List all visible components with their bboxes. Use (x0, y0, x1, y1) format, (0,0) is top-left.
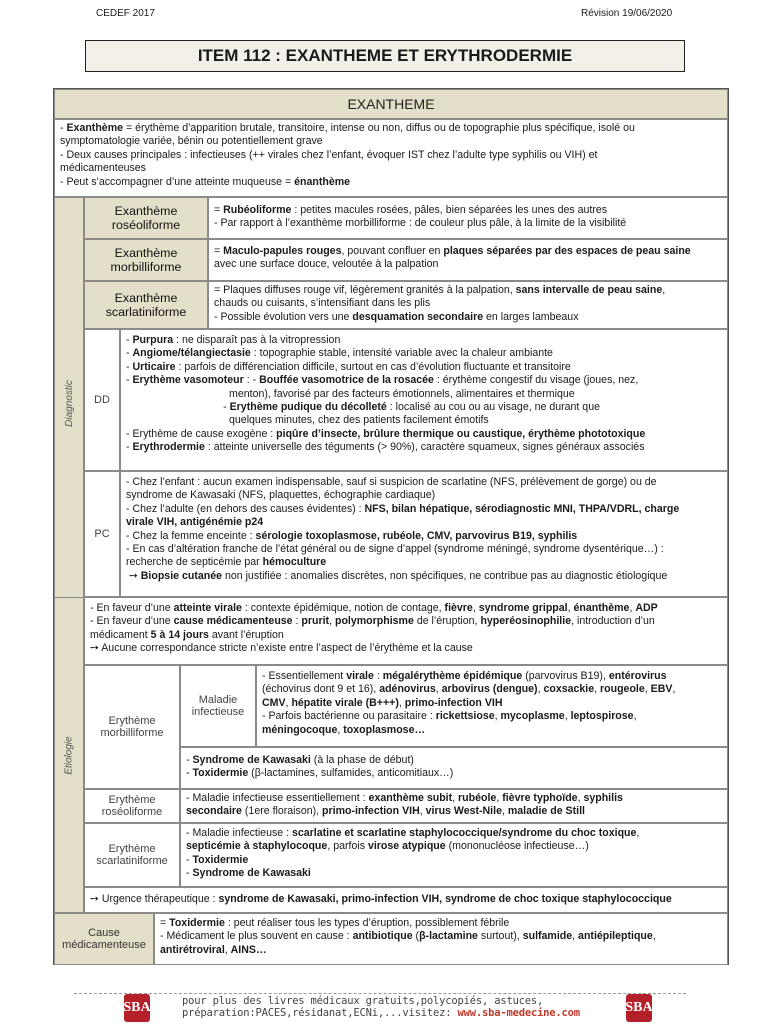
text-line: - Maladie infectieuse essentiellement : exanthème subit, rubéole, fièvre typhoïde, syphilis (186, 792, 623, 804)
text-line: - Peut s’accompagner d’une atteinte muqueuse = énanthème (60, 175, 351, 188)
es-label: Erythème scarlatiniforme (84, 823, 180, 887)
es-content (180, 823, 728, 887)
cause-med-label: Cause médicamenteuse (54, 913, 154, 965)
roseoliforme-label: Exanthème roséoliforme (84, 197, 208, 239)
text-line: - Erythème vasomoteur : - Bouffée vasomotrice de la rosacée : érythème congestif du visage (joues, nez, (126, 374, 639, 387)
sba-logo-right: SBA (626, 994, 652, 1022)
text-line: - Chez l’adulte (en dehors des causes évidentes) : NFS, bilan hépatique, sérodiagnostic MNI, THPA/VDRL, charge (126, 502, 680, 515)
text-line: ➙ Urgence thérapeutique : syndrome de Kawasaki, primo-infection VIH, syndrome de choc toxique staphylococcique (90, 893, 672, 905)
morbilliforme-label: Exanthème morbilliforme (84, 239, 208, 281)
dd-label: DD (84, 329, 120, 471)
er-label: Erythème roséoliforme (84, 789, 180, 823)
text-line: - Possible évolution vers une desquamation secondaire en larges lambeaux (214, 310, 579, 323)
text-line: CMV, hépatite virale (B+++), primo-infection VIH (262, 696, 503, 709)
morbilliforme-desc (208, 239, 728, 281)
text-line: syndrome de Kawasaki (NFS, plaquettes, échographie cardiaque) (126, 489, 436, 502)
text-line: virale VIH, antigénémie p24 (126, 516, 264, 529)
text-line: - Parfois bactérienne ou parasitaire : rickettsiose, mycoplasme, leptospirose, (262, 710, 637, 723)
text-line: médicamenteuses (60, 162, 146, 175)
text-line: médicament 5 à 14 jours avant l’éruption (90, 628, 284, 641)
text-line: menton), favorisé par des facteurs émotionnels, alimentaires et thermique (126, 387, 575, 400)
footer-line1: pour plus des livres médicaux gratuits,polycopiés, astuces, (182, 995, 544, 1007)
text-line: - Exanthème = érythème d’apparition brutale, transitoire, intense ou non, diffus ou de topographie plus spécifique, isolé ou (60, 122, 635, 134)
text-line: (échovirus dont 9 et 16), adénovirus, arbovirus (dengue), coxsackie, rougeole, EBV, (262, 683, 676, 696)
text-line: - Deux causes principales : infectieuses (++ virales chez l’enfant, évoquer IST chez l’adulte type syphilis ou VIH) et (60, 148, 598, 161)
text-line: méningocoque, toxoplasmose… (262, 723, 426, 736)
em-other (180, 747, 728, 789)
text-line: recherche de septicémie par hémoculture (126, 556, 327, 569)
text-line: ➙ Aucune correspondance stricte n’existe entre l’aspect de l’érythème et la cause (90, 642, 473, 655)
dd-content (120, 329, 728, 471)
text-line: - Angiome/télangiectasie : topographie stable, intensité variable avec la chaleur ambiante (126, 347, 553, 360)
text-line: chauds ou cuisants, s’intensifiant dans les plis (214, 297, 431, 310)
er-content (180, 789, 728, 823)
text-line: quelques minutes, chez des patients facilement émotifs (126, 414, 489, 427)
text-line: - Toxidermie (β-lactamines, sulfamides, anticomitiaux…) (186, 767, 454, 780)
etiologie-label: Etiologie (54, 597, 84, 913)
text-line: - En faveur d’une atteinte virale : contexte épidémique, notion de contage, fièvre, syndrome grippal, énanthème, ADP (90, 602, 658, 614)
urgence-row (84, 887, 728, 913)
text-line: - Toxidermie (186, 853, 249, 866)
text-line: - Erythrodermie : atteinte universelle des téguments (> 90%), caractère squameux, signes généraux associés (126, 441, 645, 454)
text-line: ➙ Biopsie cutanée non justifiée : anomalies discrètes, non spécifiques, ne contribue pas au diagnostic étiologique (126, 569, 668, 582)
section-header: EXANTHEME (54, 89, 728, 119)
text-line: - Essentiellement virale : mégalérythème épidémique (parvovirus B19), entérovirus (262, 670, 667, 682)
text-line: - Médicament le plus souvent en cause : antibiotique (β-lactamine surtout), sulfamide, antiépileptique, (160, 930, 656, 943)
scarlatiniforme-label: Exanthème scarlatiniforme (84, 281, 208, 329)
em-infectious (256, 665, 728, 747)
sba-logo-left: SBA (124, 994, 150, 1022)
text-line: = Maculo-papules rouges, pouvant confluer en plaques séparées par des espaces de peau saine (214, 245, 691, 257)
em-sub-label: Maladie infectieuse (180, 665, 256, 747)
text-line: septicémie à staphylocoque, parfois virose atypique (mononucléose infectieuse…) (186, 840, 589, 853)
intro-text (54, 119, 728, 197)
text-line: - Urticaire : parfois de différenciation difficile, surtout en cas d’évolution fluctuante et transitoire (126, 360, 571, 373)
exantheme-table (53, 88, 729, 965)
text-line: - Purpura : ne disparaît pas à la vitropression (126, 334, 341, 346)
em-label: Erythème morbilliforme (84, 665, 180, 789)
footer-link[interactable]: www.sba-medecine.com (457, 1007, 580, 1019)
text-line: - Erythème pudique du décolleté : localisé au cou ou au visage, ne durant que (126, 401, 600, 414)
pc-content (120, 471, 728, 597)
cause-med-content (154, 913, 728, 965)
header-right: Révision 19/06/2020 (581, 8, 673, 19)
footer-line2: préparation:PACES,résidanat,ECNi,...visitez: www.sba-medecine.com (182, 1007, 580, 1019)
diagnostic-label: Diagnostic (54, 197, 84, 609)
footer-divider (74, 993, 686, 994)
etiologie-intro (84, 597, 728, 665)
header-left: CEDEF 2017 (96, 8, 155, 19)
text-line: antirétroviral, AINS… (160, 943, 267, 956)
text-line: - Syndrome de Kawasaki (à la phase de début) (186, 754, 414, 766)
scarlatiniforme-desc (208, 281, 728, 329)
text-line: - Maladie infectieuse : scarlatine et scarlatine staphylococcique/syndrome du choc toxique, (186, 827, 640, 839)
text-line: = Plaques diffuses rouge vif, légèrement granités à la palpation, sans intervalle de peau saine, (214, 284, 666, 296)
text-line: - Chez l’enfant : aucun examen indispensable, sauf si suspicion de scarlatine (NFS, prélèvement de gorge) ou de (126, 476, 657, 488)
text-line: - Erythème de cause exogène : piqûre d’insecte, brûlure thermique ou caustique, érythème phototoxique (126, 427, 646, 440)
text-line: - Chez la femme enceinte : sérologie toxoplasmose, rubéole, CMV, parvovirus B19, syphilis (126, 529, 578, 542)
text-line: = Rubéoliforme : petites macules rosées, pâles, bien séparées les unes des autres (214, 204, 608, 216)
roseoliforme-desc (208, 197, 728, 239)
text-line: = Toxidermie : peut réaliser tous les types d’éruption, possiblement fébrile (160, 917, 510, 929)
text-line: avec une surface douce, veloutée à la palpation (214, 258, 439, 271)
page-title: ITEM 112 : EXANTHEME ET ERYTHRODERMIE (85, 40, 685, 72)
text-line: symptomatologie variée, bénin ou potentiellement grave (60, 135, 323, 148)
text-line: - Par rapport à l’exanthème morbilliforme : de couleur plus pâle, à la limite de la visibilité (214, 217, 627, 230)
text-line: - En cas d’altération franche de l’état général ou de signe d’appel (syndrome méningé, syndrome dysentérique…) : (126, 543, 664, 556)
text-line: - Syndrome de Kawasaki (186, 867, 311, 880)
pc-label: PC (84, 471, 120, 597)
text-line: secondaire (1ere floraison), primo-infection VIH, virus West-Nile, maladie de Still (186, 805, 585, 818)
text-line: - En faveur d’une cause médicamenteuse : prurit, polymorphisme de l’éruption, hyperéosinophilie, introduction d’un (90, 615, 655, 628)
